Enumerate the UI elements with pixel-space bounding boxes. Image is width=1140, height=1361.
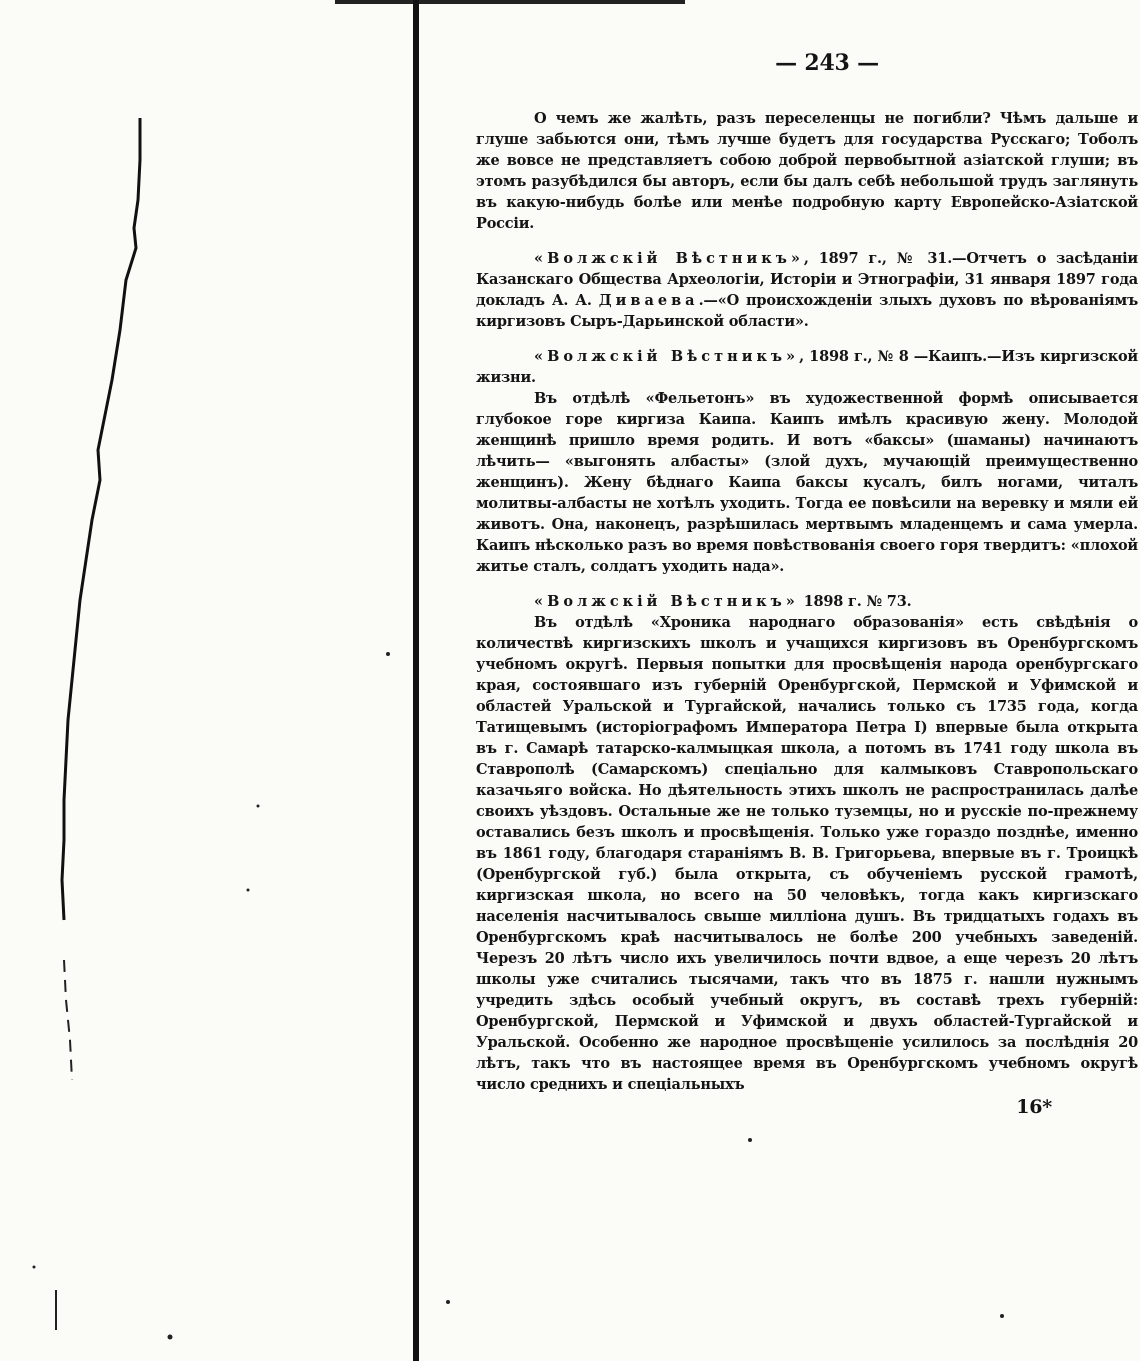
entry-2-body: Въ отдѣлѣ «Фельетонъ» въ художественной формѣ описывается глубокое горе киргиза Каипа. Каипъ имѣлъ красивую жену. Молодой женщинѣ пришло время родить. И вотъ «баксы» (шаманы) начинаютъ лѣчить— «выгонять албасты» (злой духъ, мучающій преимущественно женщинъ). Жену бѣднаго Каипа баксы кусалъ, билъ ногами, читалъ молитвы-албасты не хотѣлъ уходить. Тогда ее повѣсили на веревку и мяли ей животъ. Она, наконецъ, разрѣшилась мертвымъ младенцемъ и сама умерла. Каипъ нѣсколько разъ во время повѣствованія своего горя твердитъ: «плохой житье сталъ, солдатъ уходить нада». [476, 390, 1138, 575]
bibliography-entry-2 [476, 346, 1138, 388]
entry-text: , 1898 г., № 8 —Каипъ.—Изъ киргизской жизни. [476, 348, 1138, 386]
scan-dust-dot [386, 652, 390, 656]
page-content [476, 48, 1138, 1119]
entry-author: Диваева [598, 292, 699, 309]
entry-source: «Волжскій Вѣстникъ» [534, 593, 799, 610]
scan-edge-mark [62, 118, 140, 920]
scan-dust-dot [33, 1266, 36, 1269]
scan-dust-dot [748, 1138, 752, 1142]
signature-mark: 16* [1016, 1096, 1052, 1118]
entry-source: «Волжскій Вѣстникъ» [534, 250, 804, 267]
scan-dust-dot [168, 1335, 173, 1340]
entry-text-after: .—«О происхожденіи злыхъ духовъ по вѣрованіямъ киргизовъ Сыръ-Дарьинской области». [476, 292, 1138, 330]
scan-dust-dot [247, 889, 250, 892]
entry-text: , 1897 г., № 31.—Отчетъ о засѣданіи Казанскаго Общества Археологіи, Исторіи и Этнографіи, 31 января 1897 года докладъ А. А. [476, 250, 1138, 309]
left-page-scan-artifact [0, 0, 410, 1361]
paragraph-1: О чемъ же жалѣть, разъ переселенцы не погибли? Чѣмъ дальше и глуше забьются они, тѣмъ лучше будетъ для государства Русскаго; Тоболъ же вовсе не представляетъ собою доброй первобытной азіатской глуши; въ этомъ разубѣдился бы авторъ, если бы далъ себѣ небольшой трудъ заглянуть въ какую-нибудь болѣе или менѣе подробную карту Европейско-Азіатской Россіи. [476, 110, 1138, 232]
entry-text: 1898 г. № 73. [798, 593, 912, 610]
scan-dust-dot [257, 805, 260, 808]
page-number: — 243 — [775, 50, 879, 76]
entry-source: «Волжскій Вѣстникъ» [534, 348, 800, 365]
page-gutter [413, 0, 419, 1361]
scan-dust-dot [1000, 1314, 1004, 1318]
bibliography-entry-1 [476, 248, 1138, 332]
bibliography-entry-3 [476, 591, 1138, 612]
scan-dust-dot [446, 1300, 450, 1304]
entry-3-body: Въ отдѣлѣ «Хроника народнаго образованія» есть свѣдѣнія о количествѣ киргизскихъ школъ и учащихся киргизовъ въ Оренбургскомъ учебномъ округѣ. Первыя попытки для просвѣщенія народа оренбургскаго края, состоявшаго изъ губерній Оренбургской, Пермской и Уфимской и областей Уральской и Тургайской, начались только съ 1735 года, когда Татищевымъ (исторіографомъ Императора Петра I) впервые была открыта въ г. Самарѣ татарско-калмыцкая школа, а потомъ въ 1741 году школа въ Ставрополѣ (Самарскомъ) спеціально для калмыковъ Ставропольскаго казачьяго войска. Но дѣятельность этихъ школъ не распространилась далѣе своихъ уѣздовъ. Остальные же не только туземцы, но и русскіе по-прежнему оставались безъ школъ и просвѣщенія. Только уже гораздо позднѣе, именно въ 1861 году, благодаря стараніямъ В. В. Григорьева, впервые въ г. Троицкѣ (Оренбургской губ.) была открыта, съ обученіемъ русской грамотѣ, киргизская школа, но всего на 50 человѣкъ, тогда какъ киргизскаго населенія насчитывалось свыше милліона душъ. Въ тридцатыхъ годахъ въ Оренбургскомъ краѣ насчитывалось не болѣе 200 учебныхъ заведеній. Черезъ 20 лѣтъ число ихъ увеличилось почти вдвое, а еще черезъ 20 лѣтъ школы уже считались тысячами, такъ что въ 1875 г. нашли нужнымъ учредить здѣсь особый учебный округъ, въ составѣ трехъ губерній: Оренбургской, Пермской и Уфимской и двухъ областей-Тургайской и Уральской. Особенно же народное просвѣщеніе усилилось за послѣднія 20 лѣтъ, такъ что въ настоящее время въ Оренбургскомъ учебномъ округѣ число среднихъ и спеціальныхъ [476, 614, 1138, 1093]
scan-edge-mark [64, 960, 72, 1080]
